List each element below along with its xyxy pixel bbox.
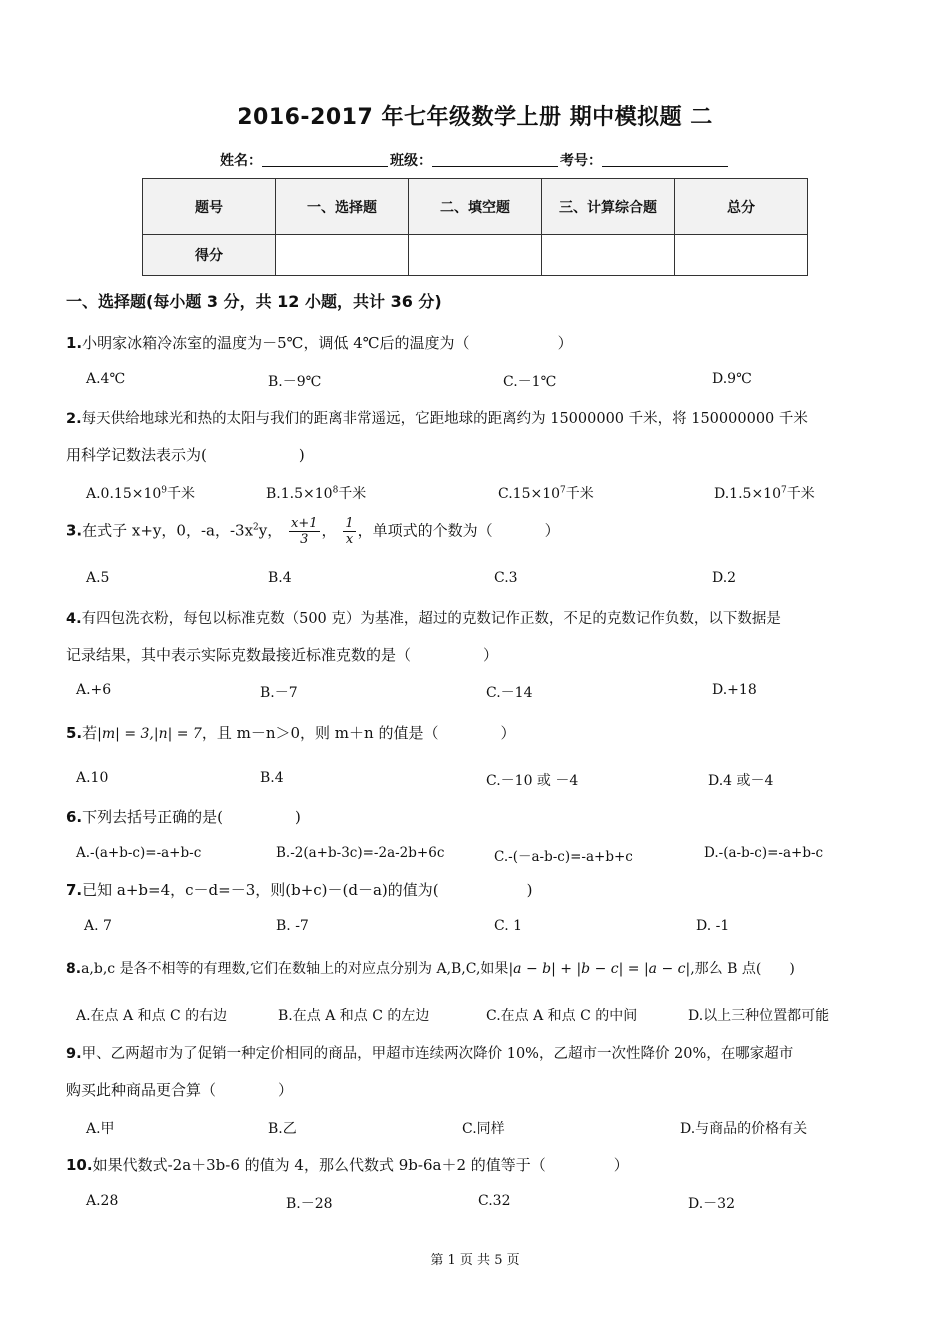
page-title: 2016-2017 年七年级数学上册 期中模拟题 二 — [237, 105, 713, 130]
score-table — [142, 178, 808, 276]
section-heading: 一、选择题(每小题 3 分，共 12 小题，共计 36 分) — [66, 292, 442, 311]
option-a: A.甲 — [86, 1121, 115, 1137]
option-a: A.4℃ — [86, 371, 126, 387]
option-a: A.10 — [76, 770, 109, 786]
question-2 — [66, 407, 808, 428]
score-table-header: 二、填空题 — [409, 179, 542, 235]
option-b: B.4 — [268, 570, 292, 586]
question-text: 购买此种商品更合算（ — [66, 1081, 217, 1099]
option-b: $B.1.5\times 10^8$千米 — [266, 485, 367, 502]
question-paren-close: ) — [295, 808, 301, 826]
fraction: $\frac{1}{x}$ — [345, 516, 354, 547]
score-table-header: 三、计算综合题 — [542, 179, 675, 235]
option-a: A.28 — [86, 1193, 119, 1209]
question-text: 每天供给地球光和热的太阳与我们的距离非常遥远，它距地球的距离约为 15000000 千米，将 150000000 千米 — [81, 411, 808, 427]
page-footer: 第 1 页 共 5 页 — [430, 1253, 520, 1268]
question-text: 在式子 x+y，0，-a，-3x — [82, 521, 254, 540]
exam-number-label: 考号： — [560, 153, 602, 169]
option-a: $A.0.15\times 10^9$千米 — [86, 485, 196, 502]
score-cell — [276, 235, 409, 276]
question-paren-close: ） — [500, 724, 516, 742]
option-d: D.-(a-b-c)=-a+b-c — [704, 845, 824, 861]
option-d: D.与商品的价格有关 — [680, 1121, 808, 1137]
option-c: C.－10 或 －4 — [486, 773, 579, 789]
question-number: 5. — [66, 724, 83, 742]
question-text: 记录结果，其中表示实际克数最接近标准克数的是（ — [66, 646, 412, 664]
option-a: A.5 — [86, 570, 110, 586]
score-table-header-row — [143, 179, 808, 235]
score-table-header: 题号 — [143, 179, 276, 235]
score-cell — [675, 235, 808, 276]
option-d: $D.1.5\times 10^7$千米 — [714, 485, 815, 502]
question-paren-close: ) — [298, 446, 305, 464]
question-text: 已知 a+b=4，c－d=－3，则(b+c)－(d－a)的值为( — [82, 881, 439, 899]
option-b: B.－9℃ — [268, 374, 322, 390]
score-cell — [542, 235, 675, 276]
option-d: D. -1 — [696, 918, 730, 934]
exam-number-blank — [602, 152, 728, 167]
option-c: C.－1℃ — [503, 374, 557, 390]
question-9 — [66, 1042, 793, 1063]
score-cell — [409, 235, 542, 276]
question-4-line-2 — [66, 644, 498, 665]
question-2-line-2 — [66, 444, 305, 465]
option-b: B. -7 — [276, 918, 309, 934]
question-number: 7. — [66, 881, 83, 899]
score-table-header: 一、选择题 — [276, 179, 409, 235]
option-c: C.-(－a-b-c)=-a+b+c — [494, 849, 633, 865]
option-b: B.－7 — [260, 685, 298, 701]
option-a: A. 7 — [84, 918, 112, 934]
question-3: 3.在式子 x+y，0，-a，$-3x^2y$， $\frac{x+1}{3}$ ， $\frac{1}{x}$ ，单项式的个数为（ ） — [66, 516, 560, 547]
option-c: C.－14 — [486, 685, 533, 701]
option-c: C.3 — [494, 570, 518, 586]
question-5: 5.若|m| = 3,|n| = 7，且 m－n＞0，则 m＋n 的值是（ ） — [66, 724, 516, 742]
question-number: 1. — [66, 334, 83, 352]
option-c: C.同样 — [462, 1121, 505, 1137]
option-d: D.+18 — [712, 682, 757, 698]
question-number: 8. — [66, 961, 82, 977]
question-9-line-2 — [66, 1079, 293, 1100]
question-paren-close: ） — [613, 1156, 629, 1174]
question-10 — [66, 1154, 629, 1175]
name-label: 姓名： — [220, 153, 262, 169]
question-paren-close: ） — [557, 334, 573, 352]
question-text: 小明家冰箱冷冻室的温度为－5℃，调低 4℃后的温度为（ — [82, 334, 470, 352]
question-1 — [66, 332, 573, 353]
option-c: C.32 — [478, 1193, 511, 1209]
option-c: C. 1 — [494, 918, 523, 934]
question-text: 有四包洗衣粉，每包以标准克数（500 克）为基准，超过的克数记作正数，不足的克数记作负数，以下数据是 — [81, 611, 781, 627]
math-expression: |a − b| + |b − c| = |a − c| — [508, 961, 691, 977]
question-text: 如果代数式-2a＋3b-6 的值为 4，那么代数式 9b-6a＋2 的值等于（ — [92, 1156, 546, 1174]
option-c: $C.15\times 10^7$千米 — [498, 485, 594, 502]
option-c: C.在点 A 和点 C 的中间 — [486, 1008, 638, 1024]
option-d: D.9℃ — [712, 371, 752, 387]
option-a: A.+6 — [76, 682, 112, 698]
option-b: B.-2(a+b-3c)=-2a-2b+6c — [276, 845, 445, 861]
option-a: A.-(a+b-c)=-a+b-c — [76, 845, 202, 861]
option-d: D.4 或－4 — [708, 773, 774, 789]
question-4 — [66, 607, 781, 628]
question-text: 下列去括号正确的是( — [82, 808, 223, 826]
question-paren-close: ) — [526, 881, 533, 899]
question-number: 2. — [66, 411, 82, 427]
name-blank — [262, 152, 388, 167]
question-text: 甲、乙两超市为了促销一种定价相同的商品，甲超市连续两次降价 10%，乙超市一次性降价 20%，在哪家超市 — [81, 1046, 794, 1062]
question-number: 4. — [66, 611, 82, 627]
score-table-header: 总分 — [675, 179, 808, 235]
option-d: D.以上三种位置都可能 — [688, 1008, 830, 1024]
fraction: $\frac{x+1}{3}$ — [291, 516, 318, 547]
option-d: D.－32 — [688, 1196, 735, 1212]
question-number: 9. — [66, 1046, 82, 1062]
question-number: 10. — [66, 1156, 93, 1174]
question-8: 8.a,b,c 是各不相等的有理数,它们在数轴上的对应点分别为 A,B,C,如果|a − b| + |b − c| = |a − c|,那么 B 点( ) — [66, 961, 795, 977]
option-d: D.2 — [712, 570, 737, 586]
math-expression: |m| = 3,|n| = 7 — [97, 726, 202, 742]
question-paren-close: ） — [278, 1081, 294, 1099]
class-blank — [432, 152, 558, 167]
option-b: B.－28 — [286, 1196, 333, 1212]
question-number: 3. — [66, 521, 83, 540]
option-b: B.乙 — [268, 1121, 297, 1137]
question-paren-close: ) — [789, 961, 795, 977]
option-b: B.4 — [260, 770, 284, 786]
score-row-label: 得分 — [143, 235, 276, 276]
score-table-score-row — [143, 235, 808, 276]
question-paren-close: ） — [483, 646, 499, 664]
question-text: 若 — [82, 724, 98, 742]
option-b: B.在点 A 和点 C 的左边 — [278, 1008, 430, 1024]
option-a: A.在点 A 和点 C 的右边 — [76, 1008, 228, 1024]
question-paren-close: ） — [544, 521, 560, 540]
question-text: a,b,c 是各不相等的有理数,它们在数轴上的对应点分别为 A,B,C,如果 — [81, 961, 509, 977]
question-6 — [66, 806, 301, 827]
question-number: 6. — [66, 808, 83, 826]
question-text: 用科学记数法表示为( — [66, 446, 207, 464]
question-7 — [66, 879, 533, 900]
student-info-line — [0, 150, 950, 170]
class-label: 班级： — [390, 153, 432, 169]
